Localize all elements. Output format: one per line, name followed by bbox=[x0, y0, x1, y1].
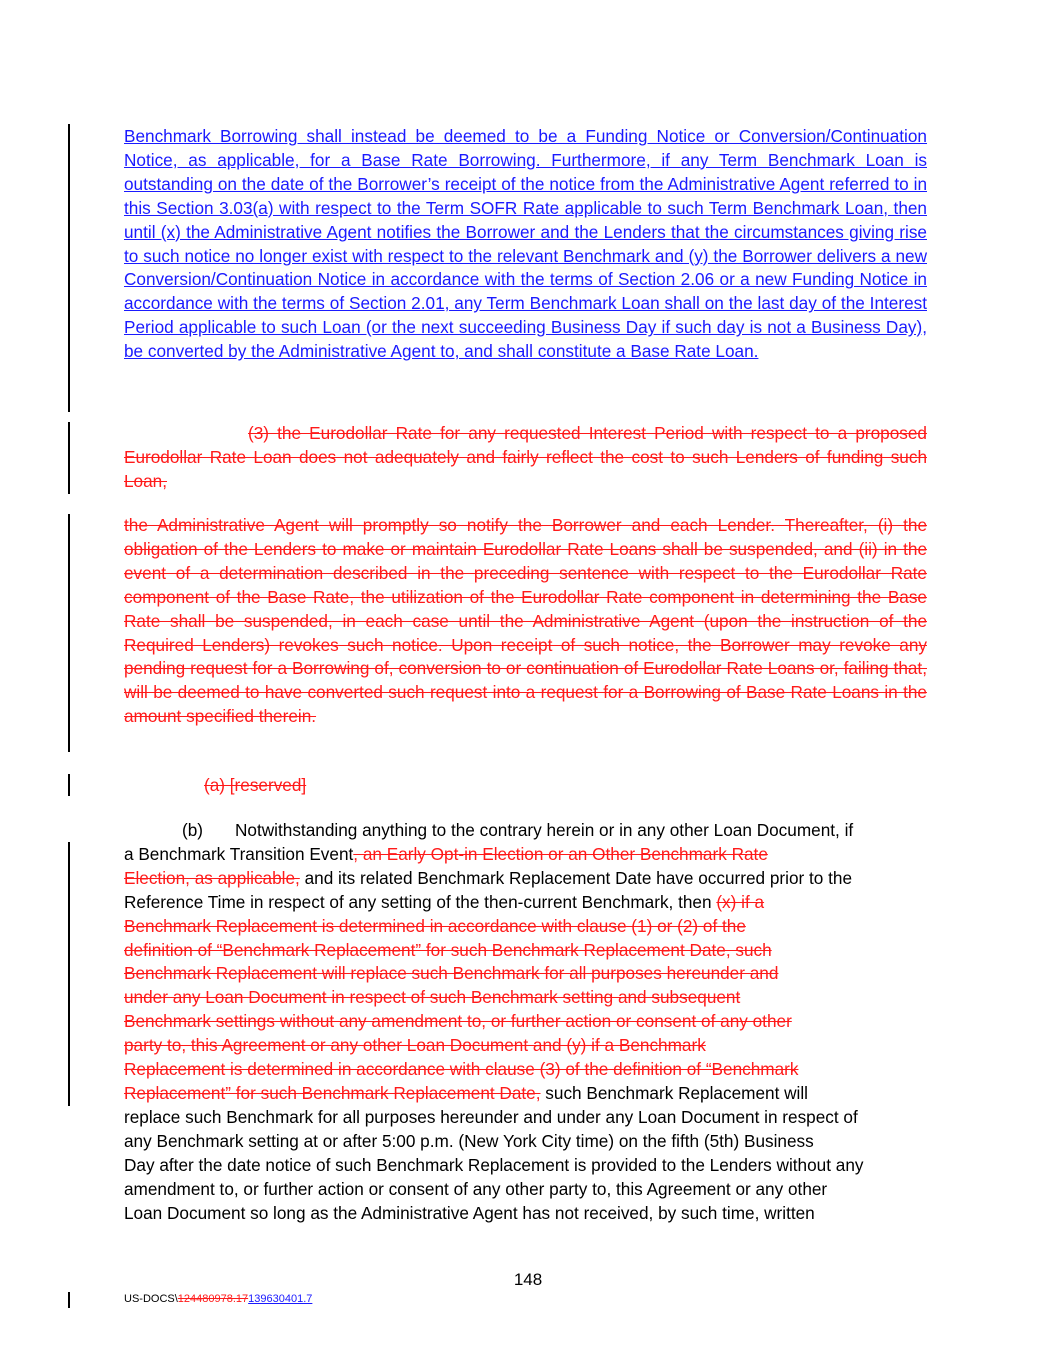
text-run: a Benchmark Transition Event bbox=[124, 843, 354, 864]
paragraph-b-line: Day after the date notice of such Benchmark Replacement is provided to the Lenders without any bbox=[124, 1154, 864, 1175]
deleted-run: Replacement” for such Benchmark Replacement Date, bbox=[124, 1082, 541, 1103]
revision-bar bbox=[68, 124, 70, 412]
deleted-line: Benchmark settings without any amendment to, or further action or consent of any other bbox=[124, 1011, 792, 1032]
paragraph-b-line4 bbox=[124, 891, 934, 915]
deleted-run: (x) if a bbox=[716, 891, 765, 912]
revision-bar bbox=[68, 514, 70, 752]
deleted-clause-3: (3) the Eurodollar Rate for any requested Interest Period with respect to a proposed Eurodollar Rate Loan does not adequately and fairly reflect the cost to such Lenders of funding such Loan, bbox=[124, 423, 927, 491]
text-run: such Benchmark Replacement will bbox=[540, 1082, 808, 1103]
revision-bar bbox=[68, 422, 70, 494]
paragraph-b-label: (b) bbox=[182, 820, 204, 840]
revision-bar bbox=[68, 1292, 70, 1308]
page-number: 148 bbox=[513, 1270, 543, 1289]
paragraph-b-line1 bbox=[124, 819, 934, 843]
paragraph-b-lead: Notwithstanding anything to the contrary herein or in any other Loan Document, if bbox=[235, 820, 854, 840]
deleted-line: under any Loan Document in respect of such Benchmark setting and subsequent bbox=[124, 987, 741, 1008]
paragraph-b-line: amendment to, or further action or consent of any other party to, this Agreement or any other bbox=[124, 1178, 828, 1199]
paragraph-b-line3 bbox=[124, 867, 934, 891]
deleted-line: Benchmark Replacement will replace such Benchmark for all purposes hereunder and bbox=[124, 963, 779, 984]
reserved-clause bbox=[124, 774, 927, 798]
deleted-line: definition of “Benchmark Replacement” for such Benchmark Replacement Date, such bbox=[124, 939, 772, 960]
deleted-line: Replacement is determined in accordance with clause (3) of the definition of “Benchmark bbox=[124, 1059, 799, 1080]
paragraph-b bbox=[124, 819, 934, 1225]
deleted-admin-paragraph: the Administrative Agent will promptly so notify the Borrower and each Lender. Thereafter, (i) the obligation of the Lenders to make or maintain Eurodollar Rate Loans shall be suspended, and (ii) in the event of a determination described in the preceding sentence with respect to the Eurodollar Rate component of the Base Rate, the utilization of the Eurodollar Rate component in determining the Base Rate shall be suspended, in each case until the Administrative Agent (upon the instruction of the Required Lenders) revokes such notice. Upon receipt of such notice, the Borrower may revoke any pending request for a Borrowing of, conversion to or continuation of Eurodollar Rate Loans or, failing that, will be deemed to have converted such request into a request for a Borrowing of Base Rate Loans in the amount specified therein. bbox=[124, 515, 927, 727]
paragraph-b-line: any Benchmark setting at or after 5:00 p.m. (New York City time) on the fifth (5th) Business bbox=[124, 1130, 814, 1151]
deleted-run: , an Early Opt-in Election or an Other Benchmark Rate bbox=[353, 843, 768, 864]
doc-id-inserted: 139630401.7 bbox=[248, 1293, 313, 1305]
document-id-footer bbox=[124, 1293, 312, 1305]
doc-id-prefix: US-DOCS\ bbox=[124, 1293, 178, 1305]
revision-bar bbox=[68, 842, 70, 1106]
paragraph-b-line2 bbox=[124, 843, 934, 867]
doc-id-deleted: 124480978.17 bbox=[177, 1293, 249, 1305]
deleted-line: party to, this Agreement or any other Loan Document and (y) if a Benchmark bbox=[124, 1035, 706, 1056]
deleted-run: Election, as applicable, bbox=[124, 867, 300, 888]
inserted-paragraph: Benchmark Borrowing shall instead be deemed to be a Funding Notice or Conversion/Continuation Notice, as applicable, for a Base Rate Borrowing. Furthermore, if any Term Benchmark Loan is outstanding on the date of the Borrower’s receipt of the notice from the Administrative Agent referred to in this Section 3.03(a) with respect to the Term SOFR Rate applicable to such Term Benchmark Loan, then until (x) the Administrative Agent notifies the Borrower and the Lenders that the circumstances giving rise to such notice no longer exist with respect to the relevant Benchmark and (y) the Borrower delivers a new Conversion/Continuation Notice in accordance with the terms of Section 2.06 or a new Funding Notice in accordance with the terms of Section 2.01, any Term Benchmark Loan shall on the last day of the Interest Period applicable to such Loan (or the next succeeding Business Day if such day is not a Business Day), be converted by the Administrative Agent to, and shall constitute a Base Rate Loan. bbox=[124, 126, 927, 362]
reserved-text: (a) [reserved] bbox=[204, 775, 307, 795]
paragraph-b-line: Loan Document so long as the Administrative Agent has not received, by such time, written bbox=[124, 1202, 815, 1223]
text-run: and its related Benchmark Replacement Date have occurred prior to the bbox=[299, 867, 853, 888]
paragraph-b-mixed-line bbox=[124, 1082, 934, 1106]
deleted-line: Benchmark Replacement is determined in accordance with clause (1) or (2) of the bbox=[124, 915, 746, 936]
revision-bar bbox=[68, 774, 70, 796]
paragraph-b-line: replace such Benchmark for all purposes hereunder and under any Loan Document in respect of bbox=[124, 1106, 858, 1127]
text-run: Reference Time in respect of any setting of the then-current Benchmark, then bbox=[124, 891, 717, 912]
